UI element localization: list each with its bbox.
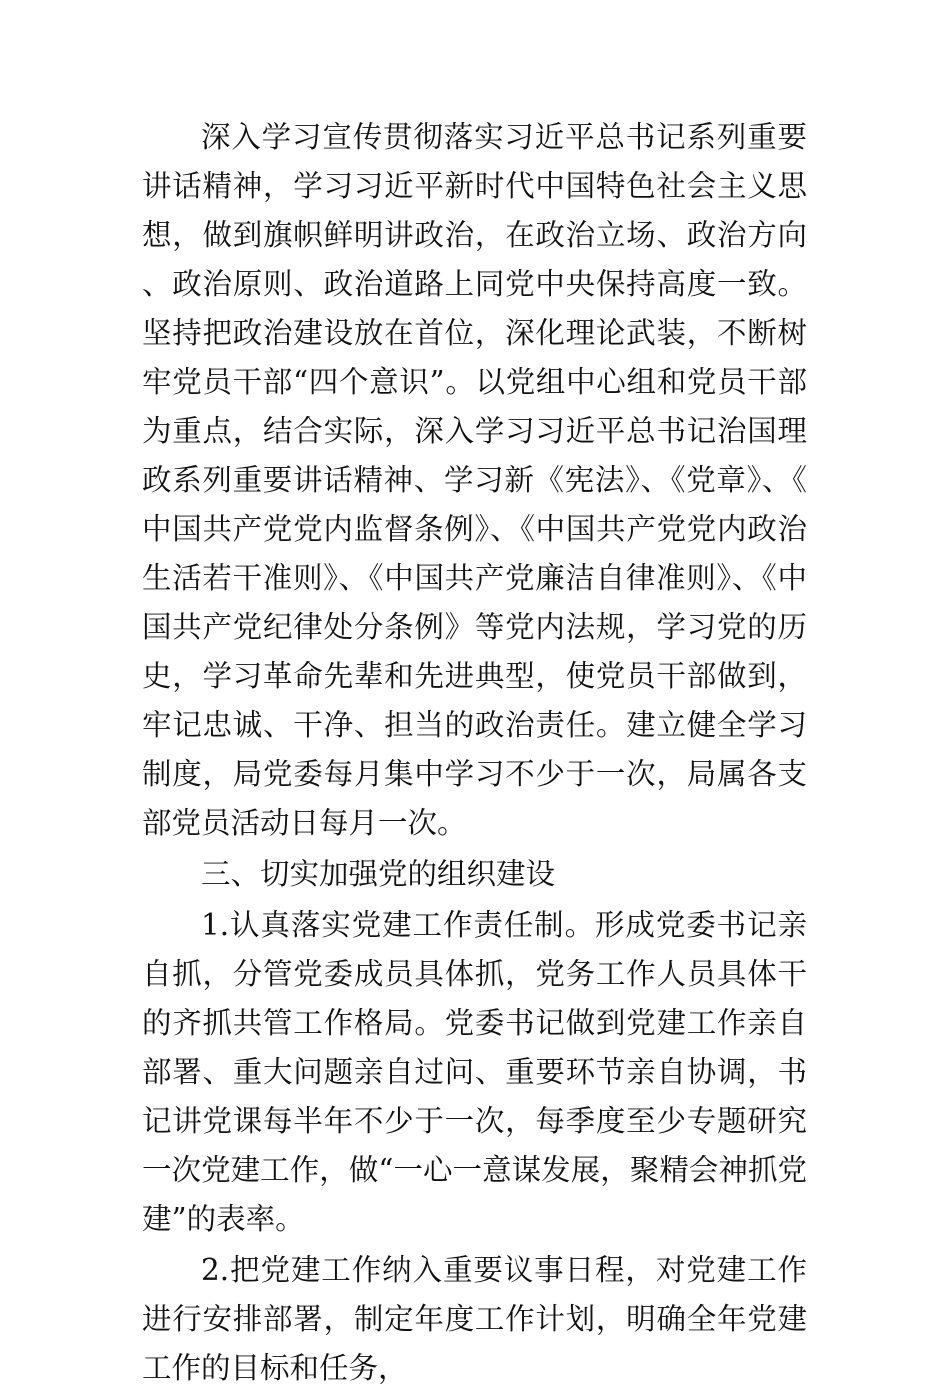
paragraph-item-2: 2.把党建工作纳入重要议事日程，对党建工作进行安排部署，制定年度工作计划，明确全年党建工作的目标和任务， <box>142 1253 807 1385</box>
paragraph-political-study: 深入学习宣传贯彻落实习近平总书记系列重要讲话精神，学习习近平新时代中国特色社会主义思想，做到旗帜鲜明讲政治，在政治立场、政治方向、政治原则、政治道路上同党中央保持高度一致。坚持把政治建设放在首位，深化理论武装，不断树牢党员干部“四个意识”。以党组中心组和党员干部为重点，结合实际，深入学习习近平总书记治国理政系列重要讲话精神、学习新《宪法》、《党章》、《中国共产党党内监督条例》、《中国共产党党内政治生活若干准则》、《中国共产党廉洁自律准则》、《中国共产党纪律处分条例》等党内法规，学习党的历史，学习革命先辈和先进典型，使党员干部做到，牢记忠诚、干净、担当的政治责任。建立健全学习制度，局党委每月集中学习不少于一次，局属各支部党员活动日每月一次。 <box>142 120 807 840</box>
paragraph-item-1: 1.认真落实党建工作责任制。形成党委书记亲自抓，分管党委成员具体抓，党务工作人员具体干的齐抓共管工作格局。党委书记做到党建工作亲自部署、重大问题亲自过问、重要环节亲自协调，书记讲党课每半年不少于一次，每季度至少专题研究一次党建工作，做“一心一意谋发展，聚精会神抓党建”的表率。 <box>142 908 807 1236</box>
document-body <box>142 113 807 1393</box>
section-heading-organization: 三、切实加强党的组织建设 <box>201 857 556 891</box>
